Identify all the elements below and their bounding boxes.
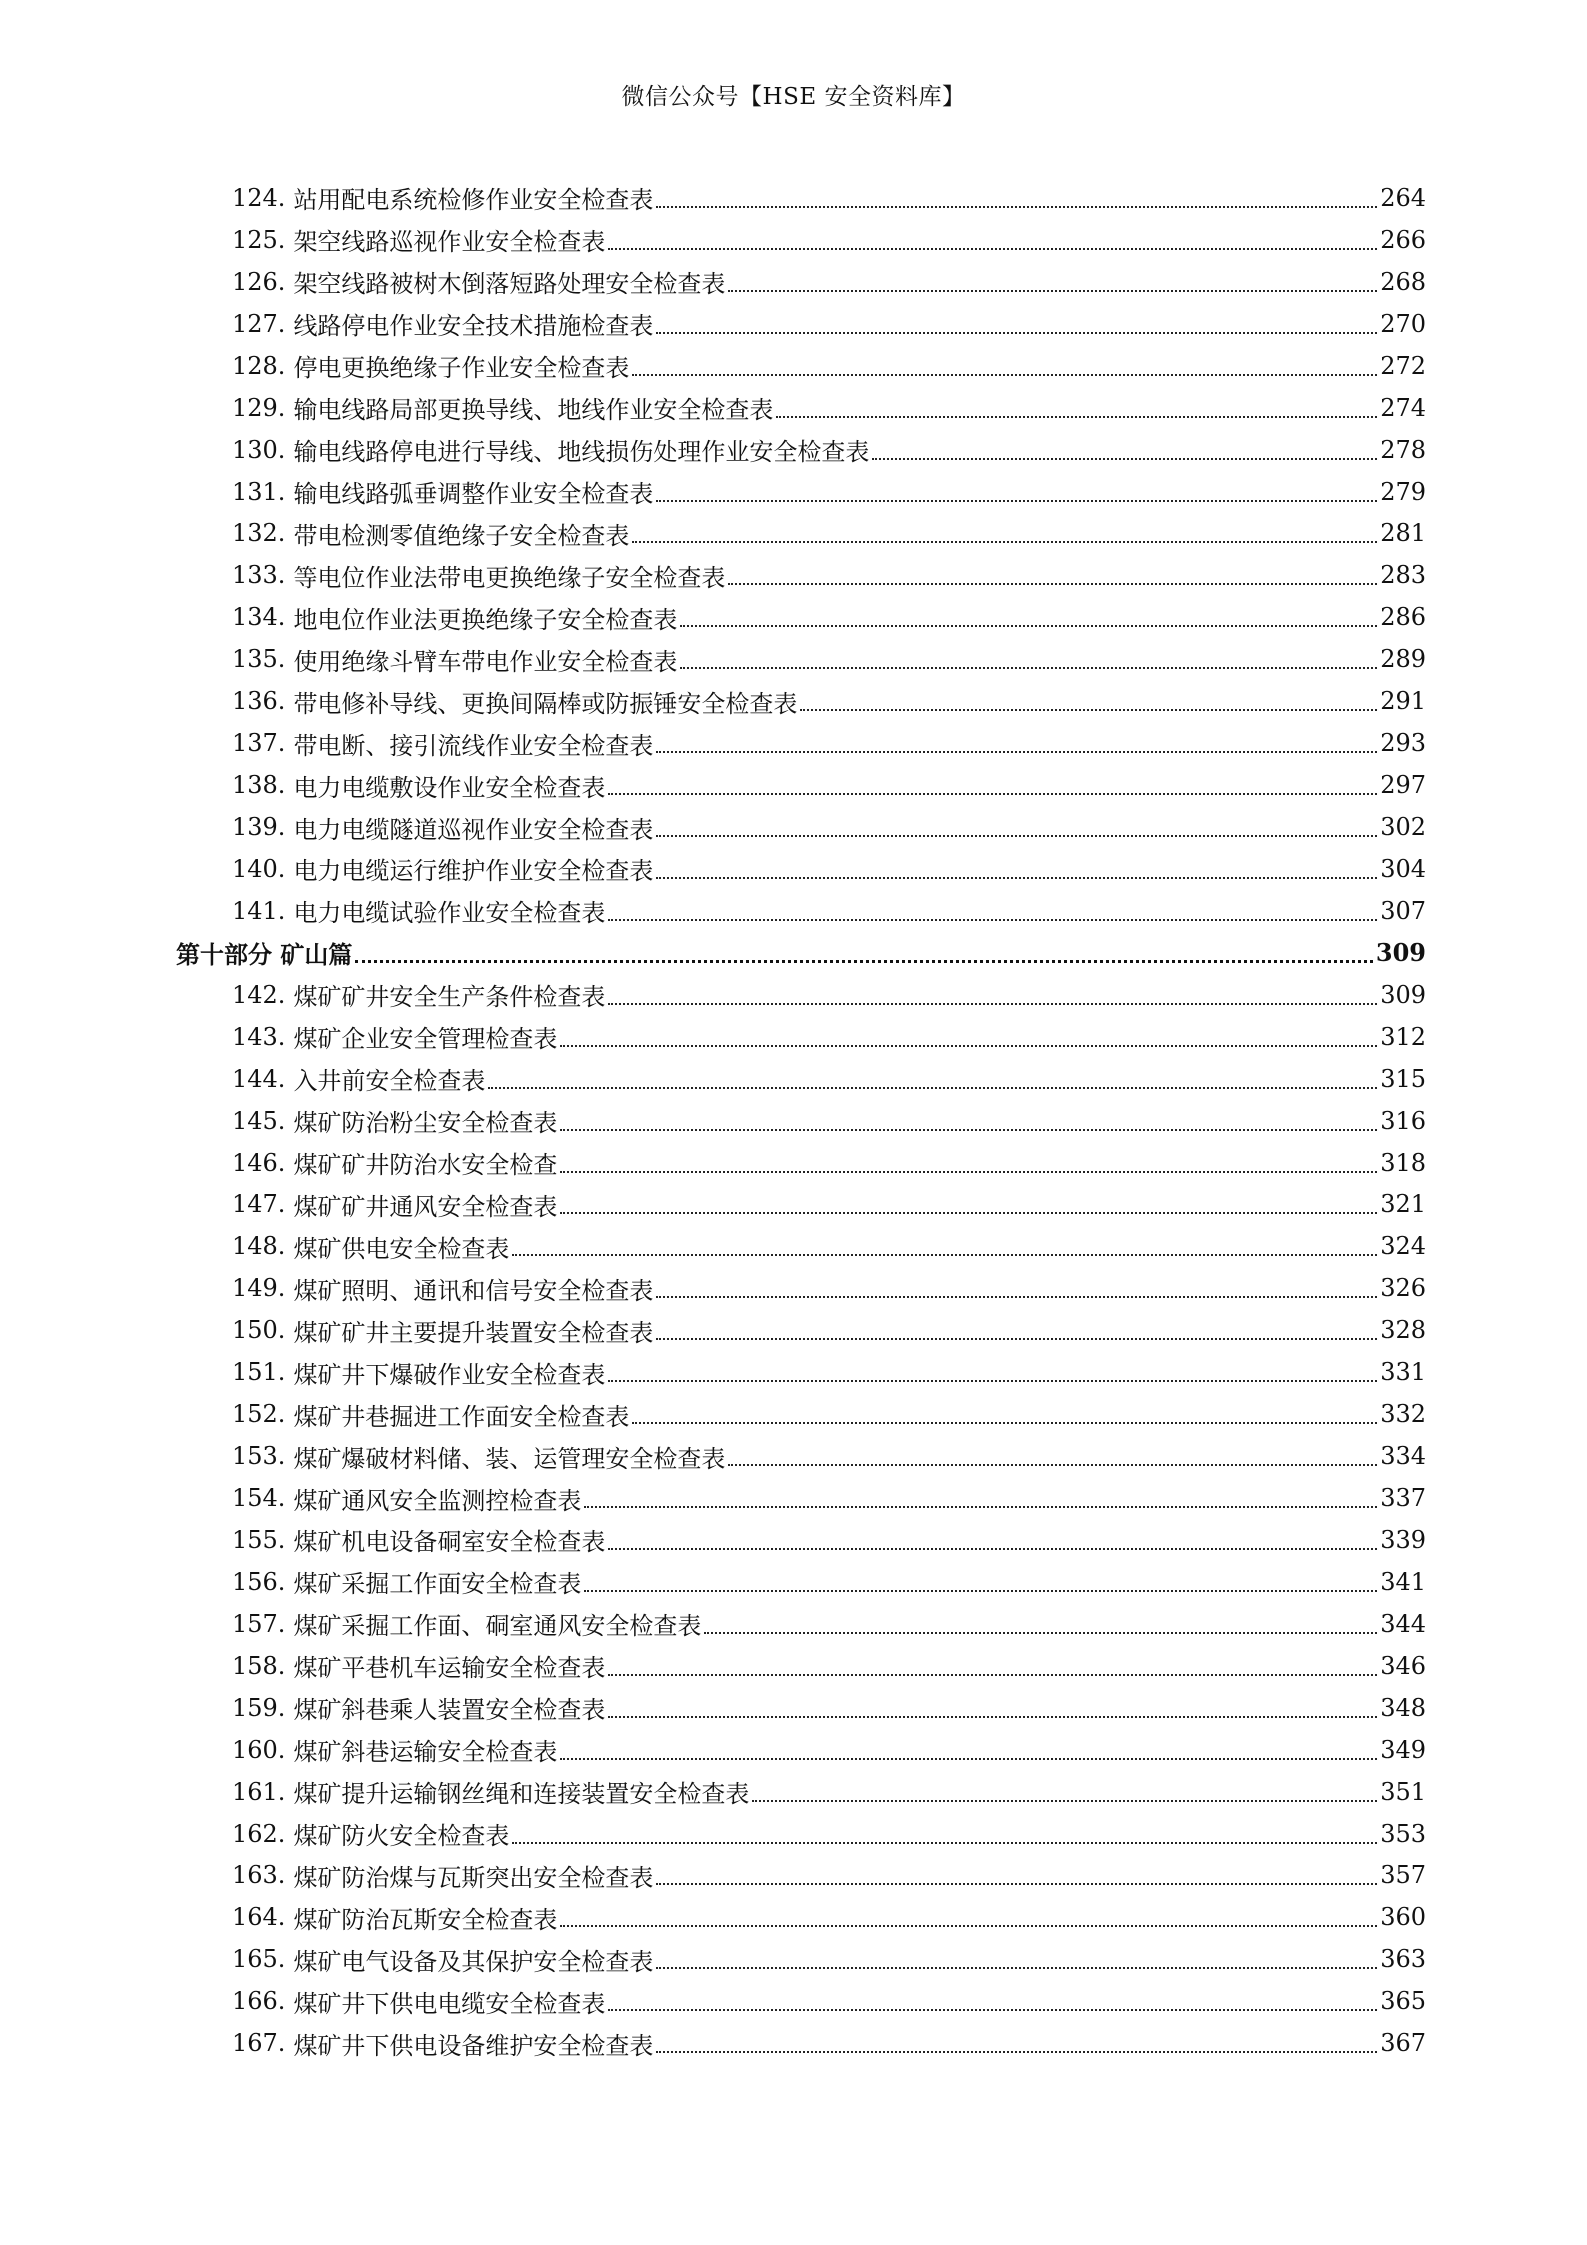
toc-dot-leader <box>656 206 1377 208</box>
toc-entry[interactable] <box>176 2022 1426 2064</box>
toc-entry-title: 架空线路被树木倒落短路处理安全检查表 <box>293 270 726 299</box>
toc-dot-leader <box>608 793 1377 795</box>
toc-dot-leader <box>608 2009 1377 2011</box>
toc-entry[interactable] <box>176 1142 1426 1184</box>
toc-page-number: 283 <box>1380 561 1426 590</box>
toc-entry-title: 电力电缆隧道巡视作业安全检查表 <box>293 815 654 844</box>
toc-entry-title: 输电线路停电进行导线、地线损伤处理作业安全检查表 <box>293 438 870 467</box>
toc-entry-title: 煤矿井下爆破作业安全检查表 <box>293 1360 606 1389</box>
toc-page-number: 357 <box>1380 1861 1426 1890</box>
toc-entry[interactable] <box>176 1393 1426 1435</box>
toc-page-number: 344 <box>1380 1609 1426 1638</box>
toc-entry-title: 煤矿企业安全管理检查表 <box>293 1025 558 1054</box>
toc-page-number: 304 <box>1380 854 1426 883</box>
toc-dot-leader <box>488 1087 1377 1089</box>
toc-page-number: 360 <box>1380 1903 1426 1932</box>
toc-dot-leader <box>656 500 1377 502</box>
toc-entry-title: 煤矿矿井安全生产条件检查表 <box>293 983 606 1012</box>
toc-entry-title: 煤矿防火安全检查表 <box>293 1822 510 1851</box>
toc-entry-number: 159. <box>232 1693 286 1722</box>
toc-entry-number: 163. <box>232 1861 286 1890</box>
toc-dot-leader <box>584 1590 1377 1592</box>
toc-dot-leader <box>728 290 1377 292</box>
toc-entry-title: 煤矿爆破材料储、装、运管理安全检查表 <box>293 1444 726 1473</box>
toc-page-number: 279 <box>1380 477 1426 506</box>
toc-entry[interactable] <box>176 345 1426 387</box>
toc-entry-title: 站用配电系统检修作业安全检查表 <box>293 186 654 215</box>
toc-entry-title: 停电更换绝缘子作业安全检查表 <box>293 354 630 383</box>
toc-entry-title: 煤矿采掘工作面、硐室通风安全检查表 <box>293 1612 702 1641</box>
toc-page-number: 367 <box>1380 2029 1426 2058</box>
toc-dot-leader <box>560 1925 1377 1927</box>
toc-entry-number: 155. <box>232 1525 286 1554</box>
toc-entry-number: 136. <box>232 687 286 716</box>
toc-entry-number: 141. <box>232 896 286 925</box>
toc-entry-number: 153. <box>232 1442 286 1471</box>
toc-entry-title: 带电修补导线、更换间隔棒或防振锤安全检查表 <box>293 689 798 718</box>
toc-entry-number: 154. <box>232 1484 286 1513</box>
toc-entry[interactable] <box>176 303 1426 345</box>
toc-dot-leader <box>560 1758 1377 1760</box>
toc-entry-title: 线路停电作业安全技术措施检查表 <box>293 312 654 341</box>
toc-entry-title: 煤矿矿井通风安全检查表 <box>293 1192 558 1221</box>
toc-page-number: 337 <box>1380 1484 1426 1513</box>
toc-dot-leader <box>656 1338 1377 1340</box>
toc-entry-number: 166. <box>232 1987 286 2016</box>
toc-entry-number: 145. <box>232 1106 286 1135</box>
toc-dot-leader <box>355 960 1373 963</box>
toc-entry[interactable] <box>176 848 1426 890</box>
toc-dot-leader <box>632 374 1377 376</box>
toc-dot-leader <box>800 709 1377 711</box>
toc-page-number: 309 <box>1375 938 1426 968</box>
toc-page-number: 272 <box>1380 351 1426 380</box>
toc-entry-number: 157. <box>232 1609 286 1638</box>
toc-dot-leader <box>608 1674 1377 1676</box>
toc-entry[interactable] <box>176 1519 1426 1561</box>
toc-entry-title: 煤矿防治粉尘安全检查表 <box>293 1109 558 1138</box>
toc-entry[interactable] <box>176 513 1426 555</box>
toc-page-number: 291 <box>1380 687 1426 716</box>
toc-page-number: 274 <box>1380 393 1426 422</box>
toc-entry-title: 煤矿井下供电电缆安全检查表 <box>293 1989 606 2018</box>
toc-dot-leader <box>608 1003 1377 1005</box>
toc-dot-leader <box>560 1129 1377 1131</box>
toc-entry-number: 149. <box>232 1274 286 1303</box>
toc-dot-leader <box>872 458 1377 460</box>
toc-entry-number: 147. <box>232 1190 286 1219</box>
toc-page-number: 312 <box>1380 1022 1426 1051</box>
toc-entry[interactable] <box>176 1729 1426 1771</box>
toc-entry-title: 煤矿矿井主要提升装置安全检查表 <box>293 1318 654 1347</box>
toc-entry[interactable] <box>176 1016 1426 1058</box>
toc-entry-number: 146. <box>232 1148 286 1177</box>
toc-page-number: 351 <box>1380 1777 1426 1806</box>
toc-page-number: 348 <box>1380 1693 1426 1722</box>
toc-entry-number: 130. <box>232 435 286 464</box>
toc-entry[interactable] <box>176 1980 1426 2022</box>
toc-entry-title: 煤矿电气设备及其保护安全检查表 <box>293 1947 654 1976</box>
toc-entry[interactable] <box>176 1561 1426 1603</box>
toc-entry[interactable] <box>176 1100 1426 1142</box>
toc-entry[interactable] <box>176 1771 1426 1813</box>
toc-page-number: 268 <box>1380 267 1426 296</box>
toc-entry[interactable] <box>176 1687 1426 1729</box>
toc-entry-number: 127. <box>232 309 286 338</box>
toc-entry[interactable] <box>176 261 1426 303</box>
page-header: 微信公众号【HSE 安全资料库】 <box>621 84 966 110</box>
toc-entry[interactable] <box>176 722 1426 764</box>
toc-dot-leader <box>728 1464 1377 1466</box>
toc-dot-leader <box>680 625 1377 627</box>
toc-entry[interactable] <box>176 1225 1426 1267</box>
toc-entry-title: 地电位作业法更换绝缘子安全检查表 <box>293 605 678 634</box>
toc-entry-title: 煤矿采掘工作面安全检查表 <box>293 1570 582 1599</box>
toc-dot-leader <box>608 248 1377 250</box>
toc-entry[interactable] <box>176 974 1426 1016</box>
toc-page-number: 316 <box>1380 1106 1426 1135</box>
toc-entry[interactable] <box>176 1855 1426 1897</box>
toc-dot-leader <box>560 1045 1377 1047</box>
toc-entry-number: 125. <box>232 225 286 254</box>
toc-entry[interactable] <box>176 219 1426 261</box>
toc-page-number: 321 <box>1380 1190 1426 1219</box>
toc-dot-leader <box>680 667 1377 669</box>
toc-page-number: 326 <box>1380 1274 1426 1303</box>
toc-entry-title: 输电线路局部更换导线、地线作业安全检查表 <box>293 396 774 425</box>
toc-entry-number: 160. <box>232 1735 286 1764</box>
toc-entry[interactable] <box>176 596 1426 638</box>
toc-entry[interactable] <box>176 1477 1426 1519</box>
toc-page-number: 289 <box>1380 645 1426 674</box>
toc-entry-number: 151. <box>232 1358 286 1387</box>
toc-page-number: 309 <box>1380 980 1426 1009</box>
toc-entry[interactable] <box>176 1645 1426 1687</box>
toc-entry[interactable] <box>176 1267 1426 1309</box>
toc-page-number: 297 <box>1380 771 1426 800</box>
toc-entry-number: 143. <box>232 1022 286 1051</box>
toc-entry-title: 第十部分 矿山篇 <box>176 940 353 970</box>
toc-page-number: 307 <box>1380 896 1426 925</box>
table-of-contents <box>176 177 1426 2064</box>
toc-page-number: 328 <box>1380 1316 1426 1345</box>
toc-entry-number: 128. <box>232 351 286 380</box>
toc-page-number: 286 <box>1380 603 1426 632</box>
toc-entry[interactable] <box>176 1896 1426 1938</box>
toc-entry[interactable] <box>176 554 1426 596</box>
toc-entry[interactable] <box>176 680 1426 722</box>
toc-entry-number: 132. <box>232 519 286 548</box>
toc-entry-title: 输电线路弧垂调整作业安全检查表 <box>293 480 654 509</box>
toc-entry-number: 142. <box>232 980 286 1009</box>
toc-entry-title: 电力电缆敷设作业安全检查表 <box>293 773 606 802</box>
toc-entry-number: 138. <box>232 771 286 800</box>
toc-entry-title: 使用绝缘斗臂车带电作业安全检查表 <box>293 647 678 676</box>
toc-entry-number: 162. <box>232 1819 286 1848</box>
toc-entry[interactable] <box>176 1184 1426 1226</box>
toc-dot-leader <box>656 1296 1377 1298</box>
toc-dot-leader <box>656 332 1377 334</box>
toc-entry-number: 140. <box>232 854 286 883</box>
toc-entry[interactable] <box>176 1435 1426 1477</box>
toc-entry-title: 煤矿斜巷乘人装置安全检查表 <box>293 1696 606 1725</box>
toc-entry[interactable] <box>176 1813 1426 1855</box>
toc-dot-leader <box>560 1212 1377 1214</box>
toc-entry-number: 137. <box>232 729 286 758</box>
toc-dot-leader <box>512 1254 1377 1256</box>
toc-dot-leader <box>752 1800 1377 1802</box>
toc-dot-leader <box>608 1380 1377 1382</box>
toc-entry-number: 165. <box>232 1945 286 1974</box>
toc-entry-title: 煤矿井巷掘进工作面安全检查表 <box>293 1402 630 1431</box>
toc-dot-leader <box>512 1842 1377 1844</box>
toc-page-number: 270 <box>1380 309 1426 338</box>
toc-page-number: 363 <box>1380 1945 1426 1974</box>
toc-entry-title: 等电位作业法带电更换绝缘子安全检查表 <box>293 563 726 592</box>
toc-dot-leader <box>656 751 1377 753</box>
toc-entry[interactable] <box>176 1938 1426 1980</box>
toc-part-heading[interactable] <box>176 932 1426 974</box>
toc-entry-number: 164. <box>232 1903 286 1932</box>
toc-page-number: 281 <box>1380 519 1426 548</box>
toc-entry-number: 152. <box>232 1400 286 1429</box>
toc-page-number: 293 <box>1380 729 1426 758</box>
toc-entry[interactable] <box>176 1603 1426 1645</box>
toc-page-number: 278 <box>1380 435 1426 464</box>
toc-dot-leader <box>656 1883 1377 1885</box>
toc-entry[interactable] <box>176 1351 1426 1393</box>
toc-page-number: 339 <box>1380 1525 1426 1554</box>
toc-entry-number: 124. <box>232 183 286 212</box>
toc-dot-leader <box>608 1548 1377 1550</box>
toc-page-number: 302 <box>1380 813 1426 842</box>
toc-entry-number: 126. <box>232 267 286 296</box>
toc-dot-leader <box>584 1506 1377 1508</box>
toc-entry-number: 167. <box>232 2029 286 2058</box>
toc-dot-leader <box>632 541 1377 543</box>
toc-dot-leader <box>608 1716 1377 1718</box>
toc-dot-leader <box>632 1422 1377 1424</box>
toc-entry-number: 158. <box>232 1651 286 1680</box>
toc-entry-title: 煤矿照明、通讯和信号安全检查表 <box>293 1276 654 1305</box>
toc-entry-title: 煤矿提升运输钢丝绳和连接装置安全检查表 <box>293 1780 750 1809</box>
toc-page-number: 324 <box>1380 1232 1426 1261</box>
toc-entry-title: 煤矿通风安全监测控检查表 <box>293 1486 582 1515</box>
toc-page-number: 318 <box>1380 1148 1426 1177</box>
toc-entry-title: 煤矿防治煤与瓦斯突出安全检查表 <box>293 1863 654 1892</box>
toc-entry-number: 148. <box>232 1232 286 1261</box>
toc-entry-title: 煤矿井下供电设备维护安全检查表 <box>293 2031 654 2060</box>
toc-entry[interactable] <box>176 890 1426 932</box>
toc-page-number: 353 <box>1380 1819 1426 1848</box>
toc-dot-leader <box>704 1632 1377 1634</box>
toc-entry[interactable] <box>176 471 1426 513</box>
toc-page-number: 346 <box>1380 1651 1426 1680</box>
toc-entry-title: 煤矿防治瓦斯安全检查表 <box>293 1905 558 1934</box>
toc-page-number: 349 <box>1380 1735 1426 1764</box>
toc-entry[interactable] <box>176 1058 1426 1100</box>
toc-entry[interactable] <box>176 764 1426 806</box>
toc-entry-number: 139. <box>232 813 286 842</box>
toc-entry-title: 带电断、接引流线作业安全检查表 <box>293 731 654 760</box>
toc-page-number: 266 <box>1380 225 1426 254</box>
toc-entry[interactable] <box>176 429 1426 471</box>
toc-dot-leader <box>656 835 1377 837</box>
toc-dot-leader <box>608 919 1377 921</box>
toc-entry[interactable] <box>176 387 1426 429</box>
toc-entry-title: 煤矿机电设备硐室安全检查表 <box>293 1528 606 1557</box>
toc-entry[interactable] <box>176 1309 1426 1351</box>
toc-entry-title: 电力电缆运行维护作业安全检查表 <box>293 857 654 886</box>
toc-entry-title: 煤矿矿井防治水安全检查 <box>293 1151 558 1180</box>
toc-entry-title: 架空线路巡视作业安全检查表 <box>293 228 606 257</box>
toc-entry-number: 133. <box>232 561 286 590</box>
toc-dot-leader <box>560 1171 1377 1173</box>
toc-entry-title: 煤矿斜巷运输安全检查表 <box>293 1738 558 1767</box>
toc-entry-number: 150. <box>232 1316 286 1345</box>
toc-entry-title: 带电检测零值绝缘子安全检查表 <box>293 521 630 550</box>
toc-entry[interactable] <box>176 638 1426 680</box>
toc-entry-title: 入井前安全检查表 <box>293 1067 486 1096</box>
toc-page-number: 365 <box>1380 1987 1426 2016</box>
toc-entry-number: 144. <box>232 1064 286 1093</box>
toc-dot-leader <box>776 416 1377 418</box>
toc-entry[interactable] <box>176 806 1426 848</box>
toc-dot-leader <box>656 877 1377 879</box>
toc-entry-title: 煤矿供电安全检查表 <box>293 1234 510 1263</box>
toc-entry-title: 电力电缆试验作业安全检查表 <box>293 899 606 928</box>
toc-dot-leader <box>728 583 1377 585</box>
toc-entry-number: 131. <box>232 477 286 506</box>
toc-page-number: 315 <box>1380 1064 1426 1093</box>
toc-page-number: 331 <box>1380 1358 1426 1387</box>
toc-dot-leader <box>656 2051 1377 2053</box>
toc-entry-number: 129. <box>232 393 286 422</box>
toc-page-number: 334 <box>1380 1442 1426 1471</box>
toc-page-number: 332 <box>1380 1400 1426 1429</box>
toc-entry-number: 135. <box>232 645 286 674</box>
toc-dot-leader <box>656 1967 1377 1969</box>
toc-entry[interactable] <box>176 177 1426 219</box>
toc-entry-number: 161. <box>232 1777 286 1806</box>
toc-entry-number: 156. <box>232 1567 286 1596</box>
toc-page-number: 264 <box>1380 183 1426 212</box>
toc-page-number: 341 <box>1380 1567 1426 1596</box>
toc-entry-title: 煤矿平巷机车运输安全检查表 <box>293 1654 606 1683</box>
toc-entry-number: 134. <box>232 603 286 632</box>
